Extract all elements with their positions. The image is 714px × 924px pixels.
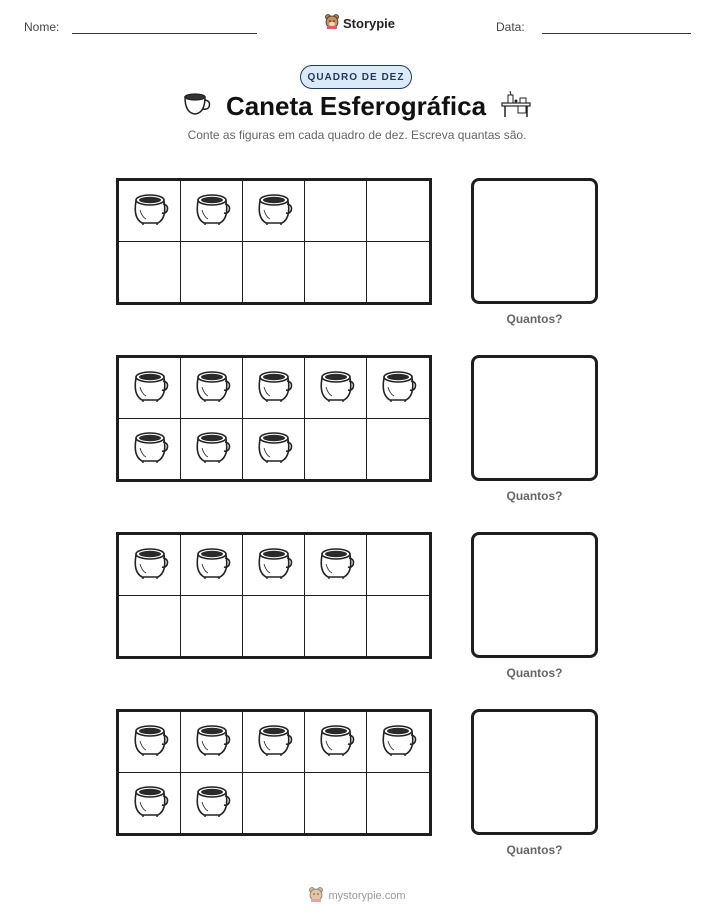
frame-cell bbox=[119, 419, 181, 480]
pot-icon bbox=[316, 542, 356, 587]
pot-icon bbox=[130, 780, 170, 825]
footer bbox=[0, 886, 714, 905]
worksheet-type-badge: QUADRO DE DEZ bbox=[300, 65, 412, 89]
pot-icon bbox=[192, 719, 232, 764]
pot-icon bbox=[130, 426, 170, 471]
frame-cell bbox=[119, 596, 181, 657]
instructions: Conte as figuras em cada quadro de dez. Escreva quantas são. bbox=[187, 128, 527, 142]
frame-cell bbox=[243, 596, 305, 657]
bear-icon bbox=[308, 886, 324, 905]
frame-cell bbox=[305, 712, 367, 773]
frame-cell bbox=[367, 242, 429, 303]
frame-cell bbox=[181, 773, 243, 834]
cup-icon bbox=[182, 91, 212, 122]
pot-icon bbox=[192, 780, 232, 825]
pot-icon bbox=[254, 188, 294, 233]
pot-icon bbox=[254, 719, 294, 764]
ten-frame-3 bbox=[116, 532, 432, 659]
frame-cell bbox=[367, 596, 429, 657]
frame-cell bbox=[367, 358, 429, 419]
frame-cell bbox=[181, 596, 243, 657]
answer-label-3: Quantos? bbox=[506, 666, 563, 680]
frame-cell bbox=[367, 712, 429, 773]
pot-icon bbox=[192, 542, 232, 587]
bear-icon bbox=[324, 13, 340, 34]
date-label: Data: bbox=[496, 20, 525, 34]
frame-cell bbox=[367, 419, 429, 480]
pot-icon bbox=[130, 188, 170, 233]
footer-url[interactable]: mystorypie.com bbox=[328, 889, 406, 902]
frame-cell bbox=[119, 712, 181, 773]
frame-cell bbox=[119, 773, 181, 834]
pot-icon bbox=[316, 719, 356, 764]
pot-icon bbox=[254, 426, 294, 471]
frame-cell bbox=[305, 773, 367, 834]
pot-icon bbox=[192, 426, 232, 471]
pot-icon bbox=[254, 365, 294, 410]
frame-cell bbox=[305, 535, 367, 596]
answer-box-3[interactable] bbox=[471, 532, 598, 658]
frame-cell bbox=[305, 419, 367, 480]
frame-cell bbox=[305, 358, 367, 419]
frame-cell bbox=[243, 358, 305, 419]
frame-cell bbox=[305, 181, 367, 242]
frame-cell bbox=[367, 773, 429, 834]
ten-frame-1 bbox=[116, 178, 432, 305]
frame-cell bbox=[119, 358, 181, 419]
frame-cell bbox=[181, 358, 243, 419]
brand-name: Storypie bbox=[343, 16, 396, 31]
frame-cell bbox=[181, 712, 243, 773]
answer-label-1: Quantos? bbox=[506, 312, 563, 326]
pot-icon bbox=[254, 542, 294, 587]
frame-cell bbox=[181, 419, 243, 480]
frame-cell bbox=[367, 535, 429, 596]
pot-icon bbox=[192, 188, 232, 233]
frame-cell bbox=[243, 773, 305, 834]
ten-frame-4 bbox=[116, 709, 432, 836]
ten-frame-2 bbox=[116, 355, 432, 482]
frame-cell bbox=[243, 242, 305, 303]
frame-cell bbox=[243, 712, 305, 773]
pot-icon bbox=[192, 365, 232, 410]
brand-logo bbox=[324, 13, 395, 34]
answer-box-1[interactable] bbox=[471, 178, 598, 304]
frame-cell bbox=[243, 535, 305, 596]
frame-cell bbox=[181, 535, 243, 596]
pot-icon bbox=[378, 719, 418, 764]
answer-box-4[interactable] bbox=[471, 709, 598, 835]
frame-cell bbox=[181, 181, 243, 242]
pot-icon bbox=[130, 365, 170, 410]
name-line[interactable] bbox=[72, 33, 257, 34]
frame-cell bbox=[367, 181, 429, 242]
name-label: Nome: bbox=[24, 20, 60, 34]
date-line[interactable] bbox=[542, 33, 691, 34]
frame-cell bbox=[305, 596, 367, 657]
frame-cell bbox=[243, 181, 305, 242]
frame-cell bbox=[243, 419, 305, 480]
pot-icon bbox=[130, 542, 170, 587]
answer-box-2[interactable] bbox=[471, 355, 598, 481]
frame-cell bbox=[305, 242, 367, 303]
answer-label-2: Quantos? bbox=[506, 489, 563, 503]
desk-icon bbox=[500, 90, 532, 123]
frame-cell bbox=[181, 242, 243, 303]
page-title: Caneta Esferográfica bbox=[225, 91, 487, 121]
pot-icon bbox=[130, 719, 170, 764]
pot-icon bbox=[378, 365, 418, 410]
frame-cell bbox=[119, 181, 181, 242]
answer-label-4: Quantos? bbox=[506, 843, 563, 857]
pot-icon bbox=[316, 365, 356, 410]
title-row bbox=[0, 90, 714, 123]
frame-cell bbox=[119, 535, 181, 596]
frame-cell bbox=[119, 242, 181, 303]
